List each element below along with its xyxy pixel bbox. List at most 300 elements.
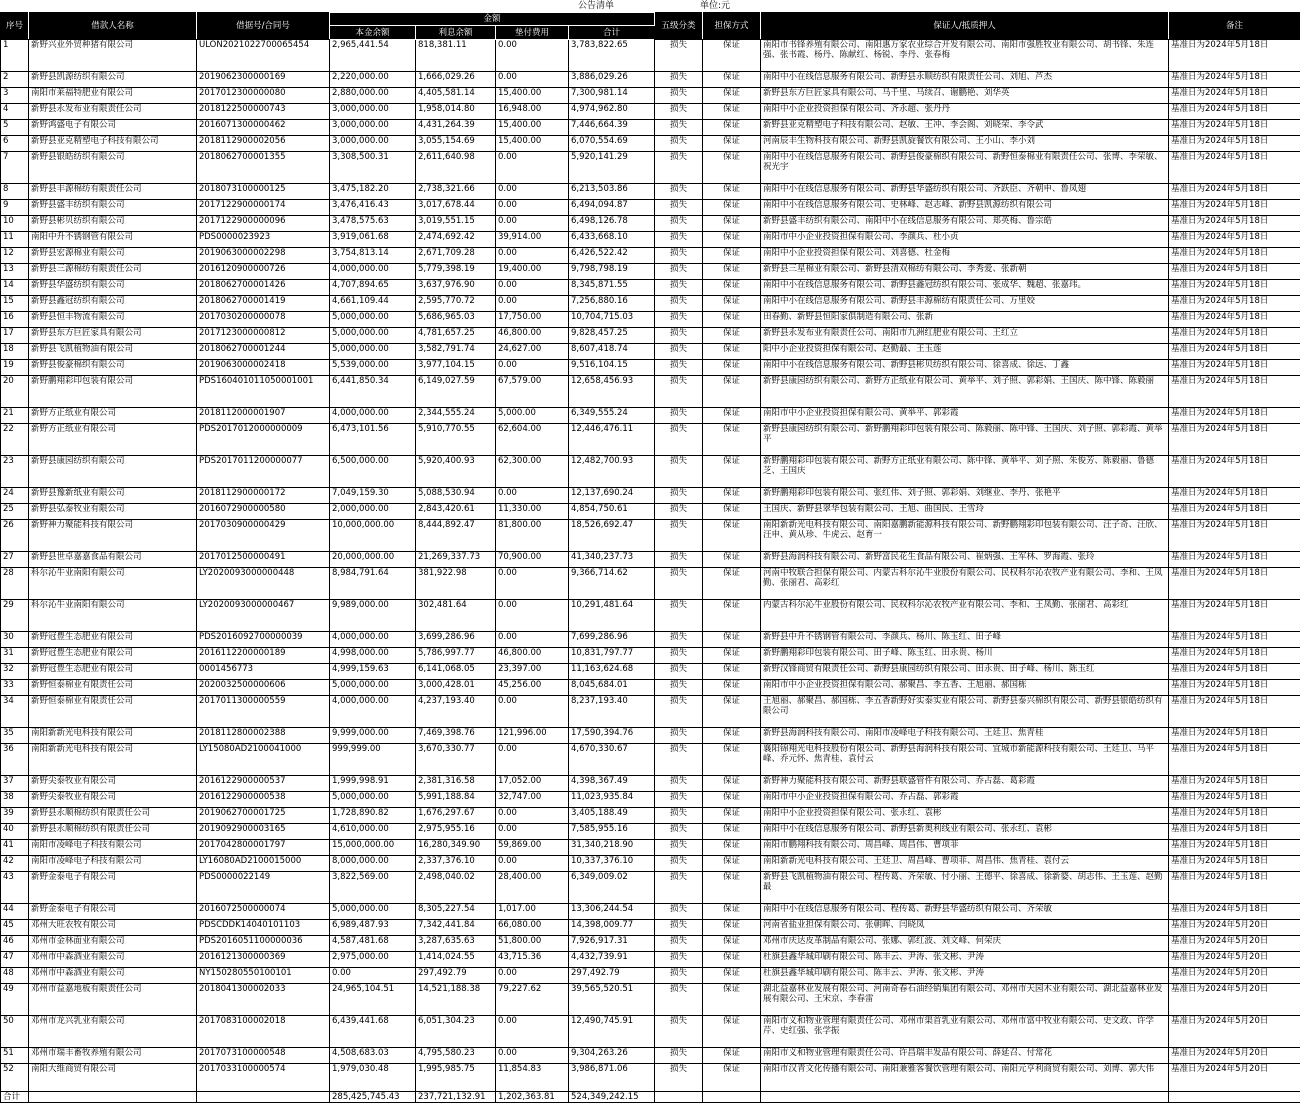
cell-advance: 79,227.62 <box>496 984 569 1016</box>
cell-method: 保证 <box>703 840 761 856</box>
cell-principal: 3,919,061.68 <box>330 232 416 248</box>
table-row <box>1 808 1300 824</box>
cell-advance: 15,400.00 <box>496 88 569 104</box>
cell-remark: 基准日为2024年5月18日 <box>1169 504 1300 520</box>
cell-total: 6,349,009.02 <box>569 872 655 904</box>
cell-guarantor: 新野县飞凯植物油有限公司、程传葛、齐荣敏、付小丽、王德平、徐喜成、徐新婆、胡志伟、王玉莲、赵勤最 <box>761 872 1169 904</box>
cell-interest: 5,088,530.94 <box>416 488 496 504</box>
cell-guarantor: 王旭丽、郝聚昌、郝国栋、李五香新野好实泰实业有限公司、新野县泰兴棉织有限公司、新野县银皓纺织有限公司 <box>761 696 1169 728</box>
cell-remark: 基准日为2024年5月18日 <box>1169 136 1300 152</box>
cell-advance: 0.00 <box>496 600 569 632</box>
header-guarantee: 担保方式 <box>703 13 761 40</box>
cell-remark: 基准日为2024年5月20日 <box>1169 920 1300 936</box>
cell-advance: 0.00 <box>496 184 569 200</box>
cell-contract: 2016072900000580 <box>197 504 330 520</box>
cell-advance: 28,400.00 <box>496 872 569 904</box>
cell-guarantor: 南阳市书锋养殖有限公司、南阳惠万家农业综合开发有限公司、南阳市强胜牧业有限公司、胡书锋、朱连强、张书霞、杨丹、陈献红、杨锐、李丹、张春梅 <box>761 40 1169 72</box>
cell-principal: 3,476,416.43 <box>330 200 416 216</box>
cell-borrower: 南阳中升不锈钢管有限公司 <box>29 232 197 248</box>
cell-total: 12,658,456.93 <box>569 376 655 408</box>
cell-advance: 0.00 <box>496 296 569 312</box>
cell-method: 保证 <box>703 104 761 120</box>
cell-borrower: 邓州市龙兴乳业有限公司 <box>29 1016 197 1048</box>
cell-seq: 35 <box>1 728 29 744</box>
cell-interest: 6,149,027.59 <box>416 376 496 408</box>
cell-principal: 8,984,791.64 <box>330 568 416 600</box>
cell-guarantor: 南阳中小在线信息服务有限公司、新野县鑫冠纺织有限公司、张成华、魏超、张嘉玮。 <box>761 280 1169 296</box>
cell-advance: 0.00 <box>496 1016 569 1048</box>
cell-total: 18,526,692.47 <box>569 520 655 552</box>
cell-contract: PDS2016092700000039 <box>197 632 330 648</box>
cell-principal: 5,539,000.00 <box>330 360 416 376</box>
cell-borrower: 邓州市益嘉地板有限责任公司 <box>29 984 197 1016</box>
cell-interest: 3,019,551.15 <box>416 216 496 232</box>
cell-borrower: 新野方正纸业有限公司 <box>29 408 197 424</box>
cell-guarantor: 湖北益嘉林业发展有限公司、河南奇春石油经销集团有限公司、邓州市天园木业有限公司、湖北益嘉林业发展有限公司、王宋京、李春雷 <box>761 984 1169 1016</box>
cell-method: 保证 <box>703 88 761 104</box>
cell-principal: 3,000,000.00 <box>330 104 416 120</box>
cell-method: 保证 <box>703 920 761 936</box>
cell-advance: 17,750.00 <box>496 312 569 328</box>
cell-class: 损失 <box>655 552 703 568</box>
table-row <box>1 680 1300 696</box>
cell-contract: LY15080AD2100041000 <box>197 744 330 776</box>
cell-total: 12,482,700.93 <box>569 456 655 488</box>
table-row <box>1 520 1300 552</box>
cell-guarantor: 南阳市义和物业管理有限责任公司、邓州市渠首乳业有限公司、邓州市富中牧业有限公司、史文政、许学芹、史红强、张学振 <box>761 1016 1169 1048</box>
cell-interest: 8,444,892.47 <box>416 520 496 552</box>
cell-total: 11,023,935.84 <box>569 792 655 808</box>
cell-remark: 基准日为2024年5月18日 <box>1169 552 1300 568</box>
cell-borrower: 新野方正纸业有限公司 <box>29 424 197 456</box>
cell-seq: 51 <box>1 1048 29 1064</box>
totals-advance: 1,202,363.81 <box>496 1092 569 1103</box>
cell-advance: 15,400.00 <box>496 136 569 152</box>
cell-remark: 基准日为2024年5月18日 <box>1169 376 1300 408</box>
cell-total: 9,798,798.19 <box>569 264 655 280</box>
cell-total: 6,070,554.69 <box>569 136 655 152</box>
caption-unit: 单位:元 <box>700 1 731 11</box>
cell-class: 损失 <box>655 312 703 328</box>
cell-contract: 2017073100000548 <box>197 1048 330 1064</box>
cell-seq: 42 <box>1 856 29 872</box>
cell-advance: 67,579.00 <box>496 376 569 408</box>
cell-contract: LY2020093000000467 <box>197 600 330 632</box>
cell-borrower: 新野尖泰牧业有限公司 <box>29 792 197 808</box>
cell-interest: 3,017,678.44 <box>416 200 496 216</box>
cell-method: 保证 <box>703 1016 761 1048</box>
table-row <box>1 200 1300 216</box>
cell-advance: 0.00 <box>496 696 569 728</box>
cell-seq: 32 <box>1 664 29 680</box>
cell-remark: 基准日为2024年5月20日 <box>1169 952 1300 968</box>
cell-principal: 2,880,000.00 <box>330 88 416 104</box>
cell-method: 保证 <box>703 1048 761 1064</box>
cell-guarantor: 新野汉锋商贸有限责任公司、新野县康园纺织有限公司、田永贵、田子峰、杨川、陈玉红 <box>761 664 1169 680</box>
cell-class: 损失 <box>655 120 703 136</box>
cell-method: 保证 <box>703 808 761 824</box>
totals-total: 524,349,242.15 <box>569 1092 655 1103</box>
cell-remark: 基准日为2024年5月18日 <box>1169 328 1300 344</box>
cell-principal: 4,999,159.63 <box>330 664 416 680</box>
cell-class: 损失 <box>655 936 703 952</box>
cell-contract: PDS2017012000000009 <box>197 424 330 456</box>
cell-interest: 302,481.64 <box>416 600 496 632</box>
cell-class: 损失 <box>655 504 703 520</box>
cell-borrower: 新野县东方巨匠家具有限公司 <box>29 328 197 344</box>
table-row <box>1 856 1300 872</box>
table-row <box>1 152 1300 184</box>
cell-total: 3,986,871.06 <box>569 1064 655 1092</box>
cell-total: 10,337,376.10 <box>569 856 655 872</box>
cell-interest: 2,843,420.61 <box>416 504 496 520</box>
cell-total: 8,045,684.01 <box>569 680 655 696</box>
cell-principal: 8,000,000.00 <box>330 856 416 872</box>
cell-method: 保证 <box>703 520 761 552</box>
cell-method: 保证 <box>703 376 761 408</box>
cell-principal: 3,475,182.20 <box>330 184 416 200</box>
cell-contract: 2017122900000174 <box>197 200 330 216</box>
cell-interest: 2,381,316.58 <box>416 776 496 792</box>
cell-advance: 0.00 <box>496 968 569 984</box>
cell-guarantor: 河南辰丰生物科技有限公司、新野县凯旋餐饮有限公司、王小山、李小刘 <box>761 136 1169 152</box>
cell-remark: 基准日为2024年5月18日 <box>1169 776 1300 792</box>
cell-contract: 2016071300000462 <box>197 120 330 136</box>
table-row <box>1 328 1300 344</box>
cell-principal: 10,000,000.00 <box>330 520 416 552</box>
cell-seq: 26 <box>1 520 29 552</box>
cell-seq: 10 <box>1 216 29 232</box>
cell-interest: 6,051,304.23 <box>416 1016 496 1048</box>
cell-advance: 0.00 <box>496 488 569 504</box>
cell-advance: 32,747.00 <box>496 792 569 808</box>
table-row <box>1 72 1300 88</box>
cell-seq: 5 <box>1 120 29 136</box>
cell-principal: 4,000,000.00 <box>330 408 416 424</box>
cell-method: 保证 <box>703 344 761 360</box>
cell-advance: 45,256.00 <box>496 680 569 696</box>
cell-guarantor: 王国庆、新野县翠华包装有限公司、王旭、曲国民、王雪玲 <box>761 504 1169 520</box>
cell-principal: 7,049,159.30 <box>330 488 416 504</box>
cell-principal: 15,000,000.00 <box>330 840 416 856</box>
cell-seq: 20 <box>1 376 29 408</box>
cell-seq: 11 <box>1 232 29 248</box>
cell-method: 保证 <box>703 952 761 968</box>
cell-method: 保证 <box>703 488 761 504</box>
cell-class: 损失 <box>655 408 703 424</box>
cell-class: 损失 <box>655 88 703 104</box>
cell-method: 保证 <box>703 648 761 664</box>
header-principal: 本金余额 <box>330 26 416 40</box>
cell-total: 11,163,624.68 <box>569 664 655 680</box>
cell-guarantor: 河南中牧联合担保有限公司、内蒙古科尔沁牛业股份有限公司、民权科尔沁农牧产业有限公司、李和、王凤勤、张丽君、高彩红 <box>761 568 1169 600</box>
cell-principal: 4,661,109.44 <box>330 296 416 312</box>
cell-method: 保证 <box>703 680 761 696</box>
cell-method: 保证 <box>703 792 761 808</box>
cell-contract: 2018112800002388 <box>197 728 330 744</box>
cell-contract: 2016072500000074 <box>197 904 330 920</box>
cell-method: 保证 <box>703 184 761 200</box>
cell-total: 7,256,880.16 <box>569 296 655 312</box>
cell-remark: 基准日为2024年5月18日 <box>1169 744 1300 776</box>
cell-contract: 2016112200000189 <box>197 648 330 664</box>
cell-interest: 4,237,193.40 <box>416 696 496 728</box>
table-row <box>1 232 1300 248</box>
cell-borrower: 南阳新新光电科技有限公司 <box>29 728 197 744</box>
cell-class: 损失 <box>655 488 703 504</box>
cell-contract: 2017042800001797 <box>197 840 330 856</box>
cell-advance: 17,052.00 <box>496 776 569 792</box>
table-row <box>1 264 1300 280</box>
cell-class: 损失 <box>655 664 703 680</box>
cell-advance: 62,300.00 <box>496 456 569 488</box>
cell-remark: 基准日为2024年5月18日 <box>1169 424 1300 456</box>
totals-empty-remark <box>1169 1092 1300 1103</box>
cell-principal: 2,220,000.00 <box>330 72 416 88</box>
cell-seq: 13 <box>1 264 29 280</box>
cell-remark: 基准日为2024年5月18日 <box>1169 216 1300 232</box>
cell-contract: 2016122900000537 <box>197 776 330 792</box>
cell-guarantor: 杜旗县鑫华城印刷有限公司、陈丰云、尹涛、张文彬、尹涛 <box>761 952 1169 968</box>
cell-advance: 0.00 <box>496 360 569 376</box>
cell-total: 6,494,094.87 <box>569 200 655 216</box>
cell-borrower: 新野县弘泰牧业有限公司 <box>29 504 197 520</box>
cell-class: 损失 <box>655 776 703 792</box>
cell-advance: 39,914.00 <box>496 232 569 248</box>
cell-class: 损失 <box>655 232 703 248</box>
cell-class: 损失 <box>655 1048 703 1064</box>
cell-class: 损失 <box>655 840 703 856</box>
cell-borrower: 新野县盛丰纺织有限公司 <box>29 200 197 216</box>
cell-principal: 24,965,104.51 <box>330 984 416 1016</box>
cell-class: 损失 <box>655 280 703 296</box>
cell-guarantor: 田春勤、新野县恒阳家俱制造有限公司、张新 <box>761 312 1169 328</box>
cell-borrower: 新野金泰电子有限公司 <box>29 904 197 920</box>
cell-class: 损失 <box>655 968 703 984</box>
totals-empty-method <box>703 1092 761 1103</box>
cell-total: 8,237,193.40 <box>569 696 655 728</box>
cell-seq: 28 <box>1 568 29 600</box>
cell-method: 保证 <box>703 824 761 840</box>
cell-borrower: 新野县康园纺织有限公司 <box>29 456 197 488</box>
cell-principal: 5,000,000.00 <box>330 680 416 696</box>
cell-borrower: 新野神力聚能科技有限公司 <box>29 520 197 552</box>
cell-seq: 44 <box>1 904 29 920</box>
cell-method: 保证 <box>703 72 761 88</box>
cell-contract: 2019063000002418 <box>197 360 330 376</box>
cell-borrower: 南阳市莱福特肥业有限公司 <box>29 88 197 104</box>
cell-guarantor: 新野县亚克精塑电子科技有限公司、赵敏、王冲、李会阁、刘晓荣、李令武 <box>761 120 1169 136</box>
cell-principal: 0.00 <box>330 968 416 984</box>
cell-principal: 3,000,000.00 <box>330 136 416 152</box>
caption <box>0 0 1300 12</box>
cell-seq: 52 <box>1 1064 29 1092</box>
cell-seq: 16 <box>1 312 29 328</box>
cell-principal: 5,000,000.00 <box>330 792 416 808</box>
cell-interest: 2,344,555.24 <box>416 408 496 424</box>
cell-total: 9,304,263.26 <box>569 1048 655 1064</box>
cell-remark: 基准日为2024年5月18日 <box>1169 72 1300 88</box>
cell-class: 损失 <box>655 40 703 72</box>
table-row <box>1 952 1300 968</box>
cell-borrower: 新野县永顺棉纺织有限责任公司 <box>29 824 197 840</box>
cell-interest: 8,305,227.54 <box>416 904 496 920</box>
cell-guarantor: 南阳中小在线信息服务有限公司、新野县华盛纺织有限公司、齐跃臣、齐朝申、鲁凤翅 <box>761 184 1169 200</box>
cell-contract: 2019063000002298 <box>197 248 330 264</box>
cell-total: 6,498,126.78 <box>569 216 655 232</box>
header-seq: 序号 <box>1 13 29 40</box>
cell-total: 297,492.79 <box>569 968 655 984</box>
cell-interest: 1,995,985.75 <box>416 1064 496 1092</box>
cell-contract: PDS0000023923 <box>197 232 330 248</box>
cell-seq: 19 <box>1 360 29 376</box>
table-row <box>1 824 1300 840</box>
cell-seq: 7 <box>1 152 29 184</box>
cell-interest: 1,666,029.26 <box>416 72 496 88</box>
cell-total: 7,926,917.31 <box>569 936 655 952</box>
cell-remark: 基准日为2024年5月18日 <box>1169 824 1300 840</box>
cell-total: 4,854,750.61 <box>569 504 655 520</box>
cell-borrower: 新野恒泰棉业有限责任公司 <box>29 696 197 728</box>
cell-class: 损失 <box>655 696 703 728</box>
cell-contract: 2017030200000078 <box>197 312 330 328</box>
cell-seq: 2 <box>1 72 29 88</box>
cell-contract: 2017083100002018 <box>197 1016 330 1048</box>
cell-borrower: 南阳新新光电科技有限公司 <box>29 744 197 776</box>
cell-total: 39,565,520.51 <box>569 984 655 1016</box>
cell-advance: 0.00 <box>496 568 569 600</box>
cell-class: 损失 <box>655 648 703 664</box>
table-row <box>1 1064 1300 1092</box>
cell-borrower: 新野县宏源棉业有限公司 <box>29 248 197 264</box>
cell-interest: 5,910,770.55 <box>416 424 496 456</box>
totals-principal: 285,425,745.43 <box>330 1092 416 1103</box>
cell-class: 损失 <box>655 424 703 456</box>
cell-interest: 3,977,104.15 <box>416 360 496 376</box>
cell-remark: 基准日为2024年5月18日 <box>1169 792 1300 808</box>
cell-advance: 24,627.00 <box>496 344 569 360</box>
cell-remark: 基准日为2024年5月20日 <box>1169 1016 1300 1048</box>
cell-guarantor: 邓州市庆达皮革制品有限公司、张娜、郭红波、刘文峰、何荣庆 <box>761 936 1169 952</box>
cell-seq: 50 <box>1 1016 29 1048</box>
cell-interest: 2,975,955.16 <box>416 824 496 840</box>
cell-borrower: 南阳市凌峰电子科技有限公司 <box>29 840 197 856</box>
cell-method: 保证 <box>703 664 761 680</box>
cell-remark: 基准日为2024年5月18日 <box>1169 664 1300 680</box>
cell-advance: 5,000.00 <box>496 408 569 424</box>
cell-interest: 2,498,040.02 <box>416 872 496 904</box>
cell-total: 9,516,104.15 <box>569 360 655 376</box>
cell-method: 保证 <box>703 280 761 296</box>
cell-guarantor: 新野县海润科技有限公司、南阳市凌峰电子科技有限公司、王廷卫、焦青桂 <box>761 728 1169 744</box>
cell-interest: 4,781,657.25 <box>416 328 496 344</box>
cell-guarantor: 阳中小企业投资担保有限公司、赵勤最、王玉莲 <box>761 344 1169 360</box>
cell-contract: 2018062700001355 <box>197 152 330 184</box>
table-body <box>1 40 1300 1092</box>
cell-contract: PDS2016051100000036 <box>197 936 330 952</box>
table-row <box>1 216 1300 232</box>
table-row <box>1 104 1300 120</box>
header-interest: 利息余额 <box>416 26 496 40</box>
cell-interest: 5,686,965.03 <box>416 312 496 328</box>
cell-contract: 0001456773 <box>197 664 330 680</box>
cell-interest: 1,676,297.67 <box>416 808 496 824</box>
cell-borrower: 新野县彬贝纺织有限公司 <box>29 216 197 232</box>
table-row <box>1 248 1300 264</box>
header-guarantor: 保证人/抵质押人 <box>761 13 1169 40</box>
cell-remark: 基准日为2024年5月18日 <box>1169 232 1300 248</box>
cell-method: 保证 <box>703 632 761 648</box>
cell-guarantor: 新野县盛丰纺织有限公司、南阳中小在线信息服务有限公司、郑英梅、鲁宗皓 <box>761 216 1169 232</box>
cell-principal: 6,439,441.68 <box>330 1016 416 1048</box>
cell-borrower: 新野县豫新纸业有限公司 <box>29 488 197 504</box>
cell-advance: 0.00 <box>496 248 569 264</box>
cell-class: 损失 <box>655 856 703 872</box>
cell-borrower: 新野尖泰牧业有限公司 <box>29 776 197 792</box>
cell-total: 6,426,522.42 <box>569 248 655 264</box>
cell-guarantor: 南阳市义和物业管理有限责任公司、许昌瑞丰发品有限公司、薛延召、付常花 <box>761 1048 1169 1064</box>
cell-advance: 66,080.00 <box>496 920 569 936</box>
cell-principal: 4,707,894.65 <box>330 280 416 296</box>
cell-borrower: 新野鸿盛电子有限公司 <box>29 120 197 136</box>
cell-seq: 43 <box>1 872 29 904</box>
table-row <box>1 312 1300 328</box>
cell-guarantor: 新野县海润科技有限公司、新野富民花生食品有限公司、崔炳强、王军林、罗海霞、张玲 <box>761 552 1169 568</box>
cell-contract: 2016120900000726 <box>197 264 330 280</box>
cell-interest: 2,595,770.72 <box>416 296 496 312</box>
cell-principal: 20,000,000.00 <box>330 552 416 568</box>
cell-method: 保证 <box>703 216 761 232</box>
cell-remark: 基准日为2024年5月18日 <box>1169 120 1300 136</box>
cell-borrower: 邓州大旺农牧有限公司 <box>29 920 197 936</box>
cell-contract: 2016122900000538 <box>197 792 330 808</box>
cell-total: 6,349,555.24 <box>569 408 655 424</box>
cell-class: 损失 <box>655 104 703 120</box>
cell-remark: 基准日为2024年5月18日 <box>1169 872 1300 904</box>
cell-contract: LY16080AD2100015000 <box>197 856 330 872</box>
cell-guarantor: 新野鹏翔彩印包装有限公司、田子峰、陈玉红、田永贵、杨川 <box>761 648 1169 664</box>
cell-total: 31,340,218.90 <box>569 840 655 856</box>
cell-advance: 15,400.00 <box>496 120 569 136</box>
cell-guarantor: 内蒙古科尔沁牛业股份有限公司、民权科尔沁农牧产业有限公司、李和、王凤勤、张丽君、高彩红 <box>761 600 1169 632</box>
cell-advance: 0.00 <box>496 216 569 232</box>
cell-class: 损失 <box>655 344 703 360</box>
cell-interest: 4,431,264.39 <box>416 120 496 136</box>
cell-seq: 29 <box>1 600 29 632</box>
cell-total: 7,300,981.14 <box>569 88 655 104</box>
cell-advance: 1,017.00 <box>496 904 569 920</box>
table-row <box>1 488 1300 504</box>
header-contract: 借据号/合同号 <box>197 13 330 40</box>
cell-class: 损失 <box>655 136 703 152</box>
cell-method: 保证 <box>703 40 761 72</box>
table-row <box>1 904 1300 920</box>
cell-contract: 2017011300000559 <box>197 696 330 728</box>
totals-empty-class <box>655 1092 703 1103</box>
cell-seq: 23 <box>1 456 29 488</box>
cell-principal: 4,000,000.00 <box>330 696 416 728</box>
cell-guarantor: 南阳中小企业投资担保有限公司、齐永超、张丹丹 <box>761 104 1169 120</box>
cell-total: 4,974,962.80 <box>569 104 655 120</box>
cell-seq: 15 <box>1 296 29 312</box>
cell-interest: 5,779,398.19 <box>416 264 496 280</box>
cell-total: 7,699,286.96 <box>569 632 655 648</box>
cell-principal: 2,000,000.00 <box>330 504 416 520</box>
cell-principal: 4,610,000.00 <box>330 824 416 840</box>
cell-interest: 1,958,014.80 <box>416 104 496 120</box>
cell-class: 损失 <box>655 600 703 632</box>
cell-advance: 59,869.00 <box>496 840 569 856</box>
